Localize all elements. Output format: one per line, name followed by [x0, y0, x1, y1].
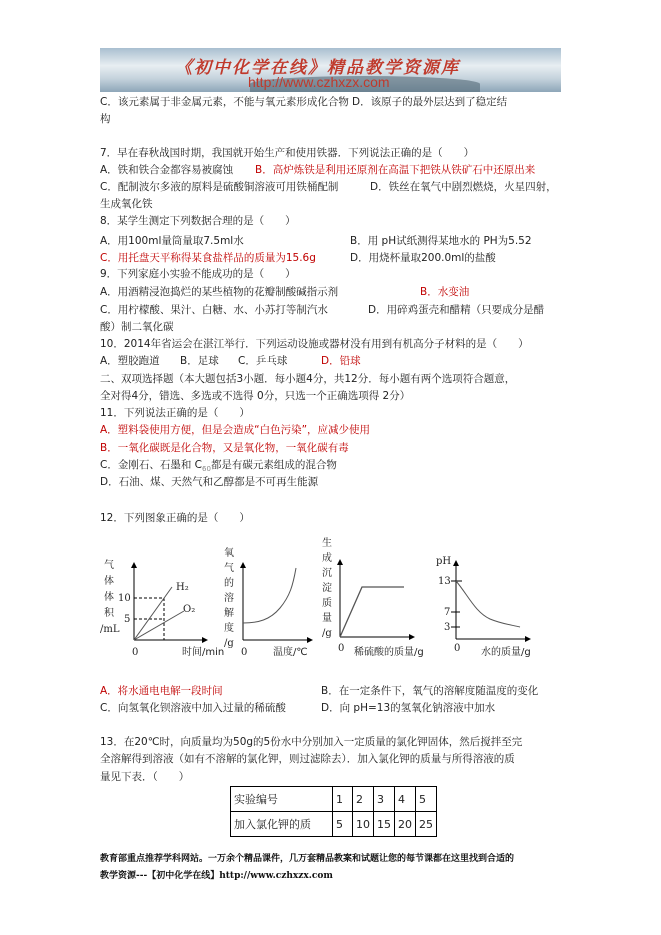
g1-x-label: 时间/min [182, 647, 225, 658]
g2-x-label: 温度/℃ [273, 647, 308, 658]
g1-y-label-3: 积 [104, 608, 114, 619]
g4-curve [456, 581, 520, 627]
q9-option-d-cont: 酸）制二氧化碳 [100, 321, 174, 333]
graph-3-precipitate-mass [322, 536, 424, 658]
g2-curve [243, 568, 296, 623]
footer-line-2: 教学资源---【初中化学在线】http://www.czhxzx.com [100, 871, 333, 881]
g1-y-label-2: 体 [104, 592, 114, 603]
q12-option-a: A．将水通电电解一段时间 [100, 685, 223, 697]
q10-option-d: D．铅球 [321, 355, 361, 367]
q11-c-text: C．金刚石、石墨和 C [100, 459, 203, 471]
q11-c-text2: 都是有碳元素组成的混合物 [210, 459, 337, 471]
banner-url[interactable]: http://www.czhxzx.com [248, 74, 390, 90]
q13-stem-1: 13．在20℃时，向质量均为50g的5份水中分别加入一定质量的氯化钾固体，然后搅拌至完 [100, 736, 523, 748]
g3-y-label-6: /g [322, 628, 332, 639]
q12-option-c: C．向氢氧化钡溶液中加入过量的稀硫酸 [100, 702, 286, 714]
g2-y-label-6: /g [224, 638, 234, 649]
q11-c-subscript: 60 [202, 465, 211, 474]
table-cell: 4 [395, 787, 416, 812]
table-cell: 20 [395, 812, 416, 837]
q7-option-b: B．高炉炼铁是利用还原剂在高温下把铁从铁矿石中还原出来 [255, 164, 536, 176]
g4-x-label: 水的质量/g [481, 647, 531, 658]
g3-curve [340, 587, 404, 637]
q12-stem: 12．下列图象正确的是（ ） [100, 512, 250, 524]
q13-table [230, 786, 437, 837]
q12-option-d: D．向 pH=13的氢氧化钠溶液中加水 [321, 702, 496, 714]
g1-o2-label: O₂ [183, 604, 196, 615]
g1-tick-5: 5 [124, 614, 131, 625]
table-cell: 1 [333, 787, 353, 812]
g1-h2-label: H₂ [176, 582, 189, 593]
table-cell: 5 [333, 812, 353, 837]
q8-option-a: A．用100ml量筒量取7.5ml水 [100, 235, 244, 247]
q11-option-b: B．一氧化碳既是化合物，又是氧化物，一氧化碳有毒 [100, 442, 349, 454]
q9-option-c: C．用柠檬酸、果汁、白糖、水、小苏打等制汽水 [100, 304, 328, 316]
graph-2-oxygen-solubility [224, 546, 312, 658]
g2-y-label-3: 溶 [224, 593, 234, 604]
g3-y-label-1: 成 [322, 553, 332, 564]
q8-option-b: B．用 pH试纸测得某地水的 PH为5.52 [350, 235, 532, 247]
table-cell: 10 [353, 812, 374, 837]
q10-stem: 10．2014年省运会在湛江举行．下列运动设施或器材没有用到有机高分子材料的是（ ） [100, 338, 529, 350]
q7-option-a: A．铁和铁合金都容易被腐蚀 [100, 164, 234, 176]
q13-stem-3: 量见下表．（ ） [100, 771, 190, 783]
q11-option-a: A．塑料袋使用方便，但是会造成“白色污染”，应减少使用 [100, 424, 371, 436]
q7-option-d: D．铁丝在氧气中剧烈燃烧，火星四射， [370, 181, 557, 193]
table-cell: 5 [416, 787, 437, 812]
footer-line-1: 教育部重点推荐学科网站。一万余个精品课件，几万套精品教案和试题让您的每节课都在这里找到合适的 [100, 854, 515, 864]
banner-title: 《初中化学在线》精品教学资源库 [175, 58, 460, 78]
g1-tick-10: 10 [118, 593, 131, 604]
q8-stem: 8．某学生测定下列数据合理的是（ ） [100, 215, 296, 227]
g2-y-label-2: 的 [224, 578, 234, 589]
g4-origin: 0 [454, 643, 461, 654]
g1-y-label-0: 气 [104, 560, 114, 571]
table-cell: 3 [374, 787, 395, 812]
g2-origin: 0 [241, 647, 248, 658]
g2-y-label-4: 解 [224, 608, 234, 619]
g3-y-label-0: 生 [322, 538, 332, 549]
q10-option-a: A．塑胶跑道 [100, 355, 160, 367]
q13-stem-2: 全溶解得到溶液（如有不溶解的氯化钾，则过滤除去）．加入氯化钾的质量与所得溶液的质 [100, 753, 515, 765]
g2-y-label-5: 度 [224, 623, 234, 634]
g3-y-label-4: 质 [322, 598, 332, 609]
table-cell: 25 [416, 812, 437, 837]
g1-y-label-1: 体 [104, 576, 114, 587]
g2-y-label-1: 气 [224, 563, 234, 574]
g1-origin: 0 [132, 647, 139, 658]
q7-option-c: C．配制波尔多液的原料是硫酸铜溶液可用铁桶配制 [100, 181, 339, 193]
q8-option-d: D．用烧杯量取200.0ml的盐酸 [350, 252, 496, 264]
q11-option-d: D．石油、煤、天然气和乙醇都是不可再生能源 [100, 476, 319, 488]
q7-option-d-cont: 生成氧化铁 [100, 198, 153, 210]
q9-option-d: D．用碎鸡蛋壳和醋精（只要成分是醋 [368, 304, 545, 316]
q6-option-d-cont: 构 [100, 113, 111, 125]
g4-tick-13: 13 [438, 576, 451, 587]
q10-option-c: C．乒乓球 [238, 355, 288, 367]
q12-option-b: B．在一定条件下，氧气的溶解度随温度的变化 [321, 685, 539, 697]
g3-y-label-2: 沉 [322, 568, 332, 579]
g4-tick-3: 3 [444, 622, 451, 633]
graph-4-ph [436, 556, 531, 658]
g3-origin: 0 [338, 643, 345, 654]
g4-y-label: pH [436, 556, 452, 567]
section-2-heading: 二、双项选择题（本大题包括3小题．每小题4分，共12分．每小题有两个选项符合题意， [100, 373, 516, 385]
g1-h2-line [134, 587, 172, 640]
table-cell: 15 [374, 812, 395, 837]
g3-y-label-3: 淀 [322, 583, 332, 594]
g4-tick-7: 7 [444, 607, 451, 618]
q6-option-c: C．该元素属于非金属元素，不能与氧元素形成化合物 [100, 96, 349, 108]
q8-option-c: C．用托盘天平称得某食盐样品的质量为15.6g [100, 252, 316, 264]
section-2-heading-cont: 全对得4分，错选、多选或不选得 0分，只选一个正确选项得 2分） [100, 390, 411, 402]
q9-option-b: B．水变油 [420, 286, 470, 298]
table-row [231, 787, 437, 812]
table-cell: 实验编号 [231, 787, 333, 812]
q11-stem: 11．下列说法正确的是（ ） [100, 407, 250, 419]
q7-stem: 7．早在春秋战国时期，我国就开始生产和使用铁器．下列说法正确的是（ ） [100, 147, 475, 159]
q6-option-d: D．该原子的最外层达到了稳定结 [352, 96, 508, 108]
graph-1-gas-volume [100, 559, 224, 658]
q9-stem: 9．下列家庭小实验不能成功的是（ ） [100, 268, 296, 280]
g1-o2-line [134, 611, 184, 640]
table-cell: 加入氯化钾的质 [231, 812, 333, 837]
table-row [231, 812, 437, 837]
table-cell: 2 [353, 787, 374, 812]
g1-y-label-4: /mL [100, 624, 120, 635]
g3-y-label-5: 量 [322, 613, 332, 624]
q9-option-a: A．用酒精浸泡捣烂的某些植物的花瓣制酸碱指示剂 [100, 286, 339, 298]
q10-option-b: B．足球 [180, 355, 219, 367]
g2-y-label-0: 氧 [224, 548, 234, 559]
g3-x-label: 稀硫酸的质量/g [354, 647, 424, 658]
